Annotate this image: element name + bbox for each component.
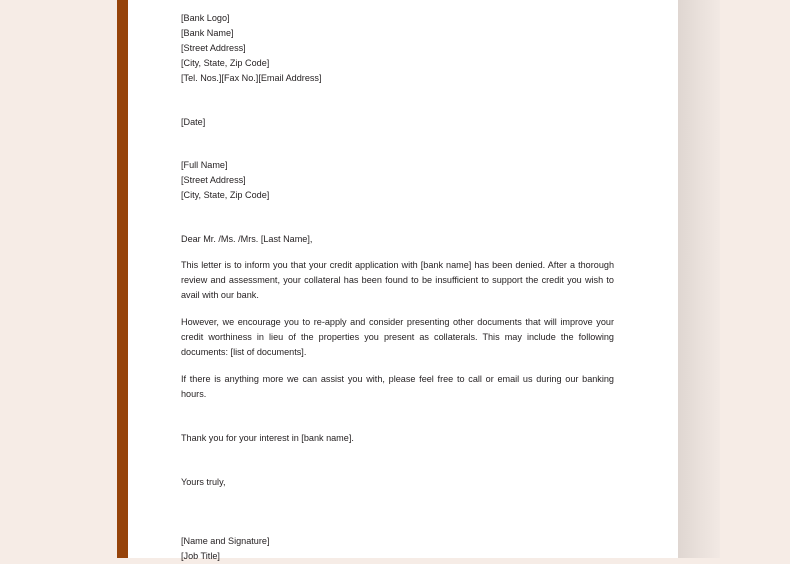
spacer-after-letterhead bbox=[181, 86, 614, 115]
body-paragraph-3: If there is anything more we can assist you with, please feel free to call or email us during our banking hours. bbox=[181, 374, 614, 399]
signature-title-line: [Job Title] bbox=[181, 551, 220, 561]
spacer-after-recipient bbox=[181, 203, 614, 232]
spacer-before-thanks bbox=[181, 402, 614, 431]
letter-date: [Date] bbox=[181, 117, 206, 127]
accent-bar-left bbox=[117, 0, 128, 558]
signature-name-line: [Name and Signature] bbox=[181, 536, 270, 546]
spacer-paragraph-1 bbox=[181, 303, 614, 315]
salutation: Dear Mr. /Ms. /Mrs. [Last Name], bbox=[181, 234, 313, 244]
signature-block bbox=[181, 534, 614, 564]
body-paragraph-2: However, we encourage you to re-apply and consider presenting other documents that will improve your credit worthiness in lieu of the properties you present as collaterals. This may include the following documents: [list of documents]. bbox=[181, 317, 614, 357]
page-edge-shadow bbox=[678, 0, 720, 558]
recipient-address-block bbox=[181, 158, 614, 203]
complimentary-close: Yours truly, bbox=[181, 477, 226, 487]
body-paragraph-1: This letter is to inform you that your credit application with [bank name] has been denied. After a thorough review and assessment, your collateral has been found to be insufficient to support the credit you wish to avail with our bank. bbox=[181, 260, 614, 300]
recipient-line-city: [City, State, Zip Code] bbox=[181, 190, 270, 200]
closing-thanks: Thank you for your interest in [bank name]. bbox=[181, 433, 354, 443]
recipient-line-street: [Street Address] bbox=[181, 175, 246, 185]
document-page bbox=[117, 0, 678, 561]
letterhead-block bbox=[181, 11, 614, 86]
spacer-after-date bbox=[181, 130, 614, 158]
letterhead-line-logo: [Bank Logo] bbox=[181, 13, 230, 23]
recipient-line-name: [Full Name] bbox=[181, 160, 228, 170]
spacer-paragraph-2 bbox=[181, 360, 614, 372]
spacer-top bbox=[181, 0, 614, 11]
letterhead-line-city: [City, State, Zip Code] bbox=[181, 58, 270, 68]
letterhead-line-street: [Street Address] bbox=[181, 43, 246, 53]
letterhead-line-contact: [Tel. Nos.][Fax No.][Email Address] bbox=[181, 73, 322, 83]
spacer-before-signature bbox=[181, 490, 614, 534]
spacer-before-close bbox=[181, 446, 614, 475]
letter-content bbox=[181, 0, 614, 561]
spacer-after-salutation bbox=[181, 247, 614, 258]
letterhead-line-name: [Bank Name] bbox=[181, 28, 234, 38]
